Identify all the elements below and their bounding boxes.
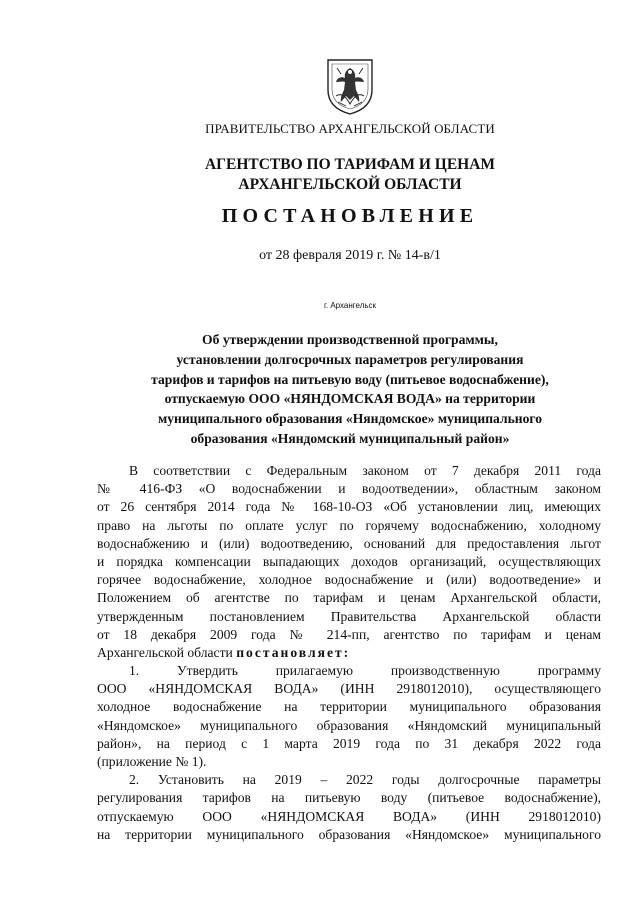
item-1-line: ООО «НЯНДОМСКАЯ ВОДА» (ИНН 2918012010), осуществляющего: [97, 681, 601, 697]
agency-line-2: АРХАНГЕЛЬСКОЙ ОБЛАСТИ: [238, 176, 462, 193]
body-line: и порядка компенсации выпадающих доходов организаций, осуществляющих: [97, 553, 601, 569]
resolves-word: постановляет:: [236, 644, 351, 660]
item-2-line: отпускаемую ООО «НЯНДОМСКАЯ ВОДА» (ИНН 2918012010): [97, 808, 601, 824]
body-line: право на льготы по оплате услуг по горячему водоснабжению, холодному: [97, 517, 601, 533]
item-1-line: 1. Утвердить прилагаемую производственную программу: [129, 663, 601, 679]
subject-line: отпускаемую ООО «НЯНДОМСКАЯ ВОДА» на территории: [164, 391, 536, 407]
body-line: от 26 сентября 2014 года № 168-10-ОЗ «Об установлении лиц, имеющих: [97, 499, 601, 515]
item-1-line: район», на период с 1 марта 2019 года по 31 декабря 2022 года: [97, 735, 601, 751]
decree-city: г. Архангельск: [323, 301, 377, 310]
item-2-line: 2. Установить на 2019 – 2022 годы долгосрочные параметры: [129, 772, 601, 788]
body-line: утвержденным постановлением Правительства Архангельской области: [97, 608, 601, 624]
decree-subject: [0, 330, 640, 449]
item-1-line: (приложение № 1).: [97, 754, 207, 769]
body-line: от 18 декабря 2009 года № 214-пп, агентство по тарифам и ценам: [97, 626, 601, 642]
subject-line: установлении долгосрочных параметров регулирования: [176, 351, 524, 367]
decree-date-number: от 28 февраля 2019 г. № 14-в/1: [259, 248, 441, 263]
item-2-line: регулирования тарифов на питьевую воду (питьевое водоснабжение),: [97, 790, 601, 806]
item-2-line: на территории муниципального образования «Няндомское» муниципального: [97, 826, 601, 842]
agency-line-1: АГЕНТСТВО ПО ТАРИФАМ И ЦЕНАМ: [204, 156, 496, 173]
subject-line: муниципального образования «Няндомское» муниципального: [157, 411, 543, 427]
subject-line: образования «Няндомский муниципальный район»: [190, 430, 510, 446]
item-1-line: холодное водоснабжение на территории муниципального образования: [97, 699, 601, 715]
body-line: водоснабжению и (или) водоотведению, оснований для предоставления льгот: [97, 535, 601, 551]
body-line: горячее водоснабжение, холодное водоснабжение и (или) водоотведение» и: [97, 572, 601, 588]
body-line: Положением об агентстве по тарифам и ценам Архангельской области,: [97, 590, 601, 606]
subject-line: Об утверждении производственной программы,: [202, 332, 498, 347]
agency-name: [0, 155, 640, 195]
decree-body: [97, 462, 601, 844]
government-name: ПРАВИТЕЛЬСТВО АРХАНГЕЛЬСКОЙ ОБЛАСТИ: [205, 121, 495, 136]
body-line: Архангельской области: [97, 644, 233, 660]
decree-title: ПОСТАНОВЛЕНИЕ: [221, 205, 479, 227]
body-line-resolves: [97, 644, 601, 662]
body-line: В соответствии с Федеральным законом от 7 декабря 2011 года: [129, 463, 601, 478]
subject-line: тарифов и тарифов на питьевую воду (питьевое водоснабжение),: [151, 371, 549, 387]
item-1-line: «Няндомское» муниципального образования «Няндомский муниципальный: [97, 717, 601, 733]
coat-of-arms-icon: [322, 56, 378, 116]
body-line: № 416-ФЗ «О водоснабжении и водоотведении», областным законом: [97, 481, 601, 497]
